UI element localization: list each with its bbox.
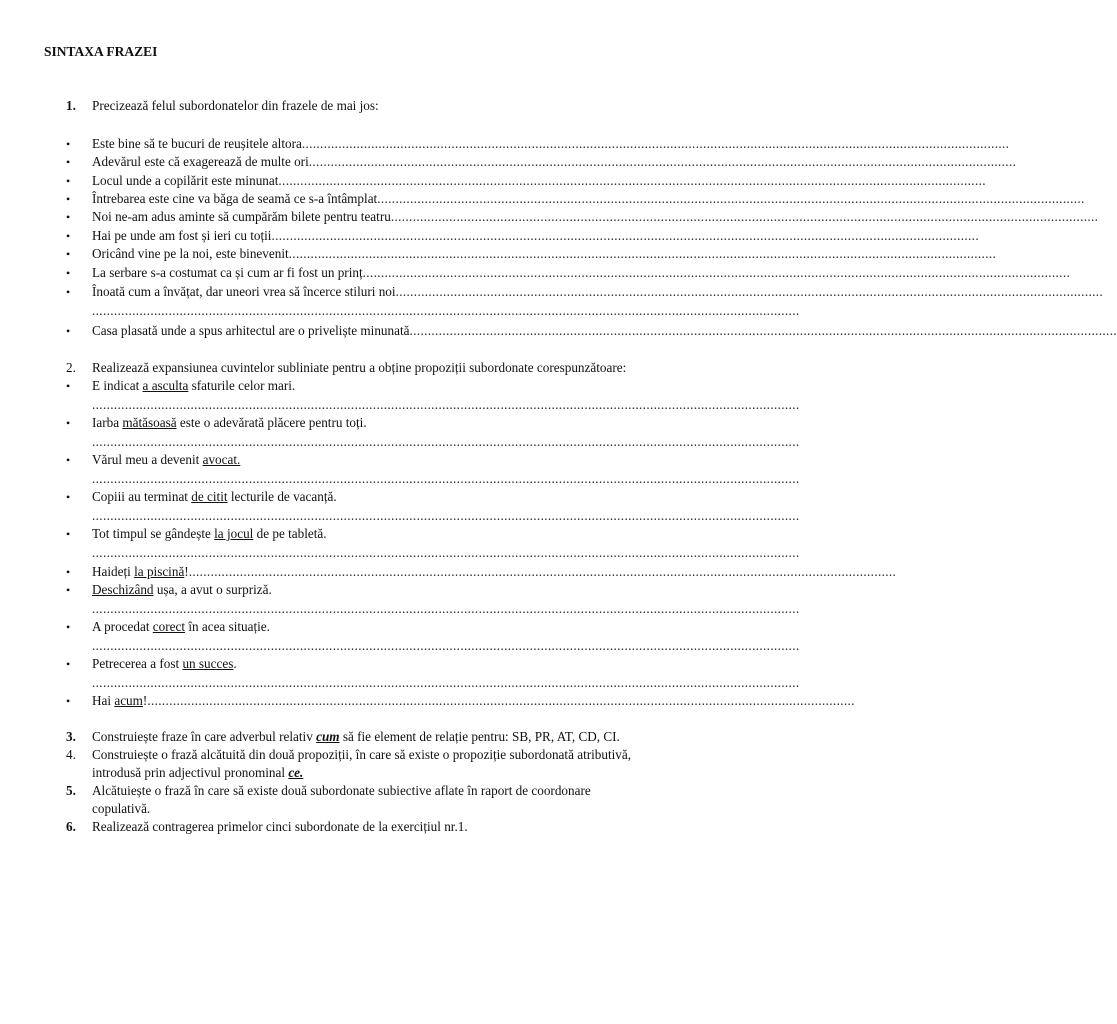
list-item	[66, 414, 714, 432]
emphasized-word: cum	[316, 729, 340, 744]
bullet-icon: •	[66, 155, 71, 169]
bullet-icon: •	[66, 192, 71, 206]
exercise-5-text: Alcătuiește o frază în care să existe două subordonate subiective aflate în raport de coordonare	[92, 783, 591, 798]
answer-line: ..................................................................................................................................................................................................	[271, 228, 979, 243]
sentence-text: este o adevărată plăcere pentru toți.	[176, 415, 367, 430]
bullet-icon: •	[66, 266, 71, 280]
sentence-text: Iarba	[92, 415, 123, 430]
underlined-word: avocat.	[202, 452, 241, 467]
list-item	[66, 563, 897, 581]
list-item	[66, 451, 714, 469]
answer-line: ..................................................................................................................................................................................................	[409, 323, 1117, 338]
bullet-icon: •	[66, 490, 71, 504]
bullet-icon: •	[66, 210, 71, 224]
list-item	[66, 135, 1010, 153]
answer-line: ..................................................................................................................................................................................................	[92, 471, 800, 486]
bullet-icon: •	[66, 324, 71, 338]
list-item	[66, 525, 714, 543]
sentence-text: Petrecerea a fost	[92, 656, 183, 671]
exercise-6-number: 6.	[66, 819, 76, 834]
exercise-4-number: 4.	[66, 747, 76, 762]
list-item	[66, 208, 1099, 226]
answer-line: ..................................................................................................................................................................................................	[377, 191, 1085, 206]
list-item	[66, 692, 855, 710]
bullet-icon: •	[66, 453, 71, 467]
bullet-icon: •	[66, 694, 71, 708]
sentence: Locul unde a copilărit este minunat	[92, 173, 279, 188]
exercise-5	[66, 782, 714, 800]
exercise-6	[66, 818, 714, 836]
list-item	[66, 190, 1085, 208]
answer-line: ..................................................................................................................................................................................................	[92, 545, 800, 560]
list-item	[66, 322, 1117, 340]
page-title: SINTAXA FRAZEI	[44, 44, 158, 59]
bullet-icon: •	[66, 583, 71, 597]
sentence: Casa plasată unde a spus arhitectul are o priveliște minunată	[92, 323, 410, 338]
underlined-word: corect	[152, 619, 186, 634]
sentence-text: !	[184, 564, 189, 579]
list-item	[66, 655, 714, 673]
sentence-text: Haideți	[92, 564, 135, 579]
bullet-icon: •	[66, 174, 71, 188]
exercise-3-text: Construiește fraze în care adverbul relativ	[92, 729, 317, 744]
bullet-icon: •	[66, 416, 71, 430]
exercise-5-line2: copulativă.	[92, 801, 151, 816]
bullet-icon: •	[66, 229, 71, 243]
answer-line: ..................................................................................................................................................................................................	[362, 265, 1071, 280]
sentence-text: E indicat	[92, 378, 143, 393]
answer-line: ..................................................................................................................................................................................................	[92, 675, 800, 690]
sentence-text: ușa, a avut o surpriză.	[153, 582, 272, 597]
sentence: Înoată cum a învățat, dar uneori vrea să încerce stiluri noi	[92, 284, 396, 299]
list-item	[66, 581, 714, 599]
sentence-text: Hai	[92, 693, 115, 708]
answer-line: ..................................................................................................................................................................................................	[188, 564, 897, 579]
answer-line: ..................................................................................................................................................................................................	[301, 136, 1010, 151]
exercise-4-text: Construiește o frază alcătuită din două propoziții, în care să existe o propoziție subordonată atributivă,	[92, 747, 632, 762]
sentence-text: în acea situație.	[185, 619, 270, 634]
answer-line: ..................................................................................................................................................................................................	[92, 508, 800, 523]
underlined-word: Deschizând	[92, 582, 154, 597]
list-item	[66, 377, 714, 395]
sentence: Oricând vine pe la noi, este binevenit	[92, 246, 289, 261]
list-item	[66, 283, 1104, 301]
list-item	[66, 264, 1071, 282]
underlined-word: a asculta	[142, 378, 189, 393]
underlined-word: mătăsoasă	[122, 415, 177, 430]
bullet-icon: •	[66, 657, 71, 671]
list-item	[66, 172, 986, 190]
exercise-2-instruction: Realizează expansiunea cuvintelor subliniate pentru a obține propoziții subordonate corespunzătoare:	[92, 360, 627, 375]
exercise-4-text: introdusă prin adjectivul pronominal	[92, 765, 289, 780]
exercise-3-number: 3.	[66, 729, 76, 744]
list-item	[66, 488, 714, 506]
list-item	[66, 618, 714, 636]
exercise-2-heading	[66, 359, 714, 377]
answer-line: ..................................................................................................................................................................................................	[395, 284, 1104, 299]
answer-line: ..................................................................................................................................................................................................	[278, 173, 986, 188]
answer-line: ..................................................................................................................................................................................................	[288, 246, 997, 261]
answer-line: ..................................................................................................................................................................................................	[390, 209, 1099, 224]
bullet-icon: •	[66, 379, 71, 393]
underlined-word: un succes	[182, 656, 234, 671]
answer-line: ..................................................................................................................................................................................................	[92, 397, 800, 412]
sentence: Întrebarea este cine va băga de seamă ce s-a întâmplat	[92, 191, 378, 206]
sentence: Adevărul este că exagerează de multe ori	[92, 154, 309, 169]
sentence-text: .	[233, 656, 237, 671]
exercise-1-number: 1.	[66, 98, 76, 113]
exercise-3-text: să fie element de relație pentru: SB, PR, AT, CD, CI.	[339, 729, 620, 744]
sentence: Noi ne-am adus aminte să cumpărăm bilete pentru teatru	[92, 209, 391, 224]
exercise-1-heading	[66, 97, 714, 115]
sentence-text: Vărul meu a devenit	[92, 452, 203, 467]
underlined-word: la jocul	[214, 526, 254, 541]
underlined-word: la piscină	[134, 564, 185, 579]
list-item	[66, 245, 997, 263]
bullet-icon: •	[66, 285, 71, 299]
underlined-word: acum	[114, 693, 143, 708]
answer-line: ..................................................................................................................................................................................................	[92, 303, 800, 318]
sentence: Hai pe unde am fost și ieri cu toții	[92, 228, 272, 243]
exercise-4-line2	[92, 764, 714, 782]
answer-line: ..................................................................................................................................................................................................	[92, 601, 800, 616]
exercise-2-number: 2.	[66, 360, 76, 375]
sentence-text: de pe tabletă.	[253, 526, 327, 541]
list-item	[66, 227, 979, 245]
exercise-4	[66, 746, 714, 764]
sentence: Este bine să te bucuri de reușitele altora	[92, 136, 302, 151]
list-item	[66, 153, 1017, 171]
sentence-text: A procedat	[92, 619, 153, 634]
bullet-icon: •	[66, 137, 71, 151]
underlined-word: de citit	[191, 489, 228, 504]
sentence: La serbare s-a costumat ca și cum ar fi fost un prinț	[92, 265, 363, 280]
exercise-3	[66, 728, 714, 746]
bullet-icon: •	[66, 620, 71, 634]
answer-line: ..................................................................................................................................................................................................	[147, 693, 855, 708]
answer-line: ..................................................................................................................................................................................................	[308, 154, 1017, 169]
sentence-text: sfaturile celor mari.	[188, 378, 296, 393]
answer-line: ..................................................................................................................................................................................................	[92, 638, 800, 653]
exercise-6-text: Realizează contragerea primelor cinci subordonate de la exercițiul nr.1.	[92, 819, 468, 834]
exercise-5-number: 5.	[66, 783, 76, 798]
emphasized-word: ce.	[288, 765, 304, 780]
sentence-text: Copiii au terminat	[92, 489, 192, 504]
sentence-text: !	[142, 693, 148, 708]
sentence-text: Tot timpul se gândește	[92, 526, 215, 541]
answer-line: ..................................................................................................................................................................................................	[92, 434, 800, 449]
bullet-icon: •	[66, 247, 71, 261]
sentence-text: lecturile de vacanță.	[227, 489, 337, 504]
bullet-icon: •	[66, 527, 71, 541]
bullet-icon: •	[66, 565, 71, 579]
exercise-1-instruction: Precizează felul subordonatelor din frazele de mai jos:	[92, 98, 379, 113]
